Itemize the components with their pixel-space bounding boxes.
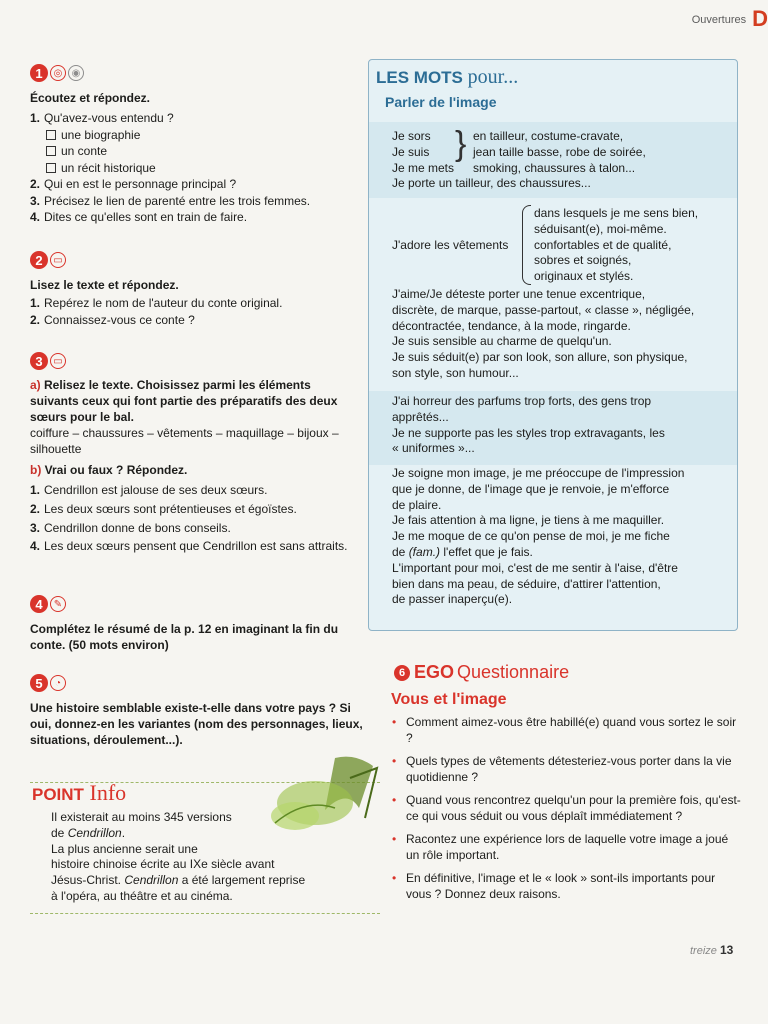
list-item: • Quand vous rencontrez quelqu'un pour la première fois, qu'est-ce qui vous séduit ou vous déplaît immédiatement ? [392,792,742,824]
exercise-5 [30,672,365,748]
exercise-number: 5 [30,674,48,692]
ego-title: 6 EGO Questionnaire [391,662,569,683]
list-item: 1. Cendrillon est jalouse de ses deux sœurs. [30,483,268,497]
point-info-text: Il existerait au moins 345 versions de Cendrillon. La plus ancienne serait une histoire chinoise écrite au IXe siècle avant Jésus-Christ. Cendrillon a été largement reprise à l'opéra, au théâtre et au cinéma. [51,810,306,903]
exercise-question-a: a) Relisez le texte. Choisissez parmi les éléments suivants ceux qui font partie des préparatifs des deux sœurs pour le bal. [30,378,338,424]
exercise-question: Une histoire semblable existe-t-elle dans votre pays ? Si oui, donnez-en les variantes (nom des personnages, lieux, situations, déroulement...). [30,701,363,747]
section-label: Ouvertures [691,14,747,26]
list-item: 1. Qu'avez-vous entendu ? [30,111,174,125]
section-title: Parler de l'image [385,94,497,110]
point-info-title: POINT Info [32,780,127,805]
exercise-number: 2 [30,251,48,269]
exercise-number: 1 [30,64,48,82]
exercise-3 [30,350,360,554]
exercise-2 [30,249,360,328]
exercise-number: 4 [30,595,48,613]
adore-label: J'adore les vêtements [392,238,509,252]
checkbox-icon [46,163,56,173]
verb-objects: en tailleur, costume-cravate, jean taille basse, robe de soirée, smoking, chaussures à talon... [473,129,646,175]
list-item: 2. Qui en est le personnage principal ? [30,177,237,191]
list-item: 2. Les deux sœurs sont prétentieuses et égoïstes. [30,502,297,516]
list-item: • En définitive, l'image et le « look » sont-ils importants pour vous ? Donnez deux raisons. [392,870,742,902]
list-item: • Racontez une expérience lors de laquelle votre image a joué un rôle important. [392,831,742,863]
brace-icon: } [455,125,467,163]
exercise-1 [30,62,360,226]
checkbox-icon [46,130,56,140]
choice-item: un récit historique [30,160,360,177]
page-header [692,6,768,32]
exercise-question: Lisez le texte et répondez. [30,278,179,292]
list-item: • Quels types de vêtements détesteriez-vous porter dans la vie quotidienne ? [392,753,742,785]
exercise-number: 6 [394,665,410,681]
list-item: 1. Repérez le nom de l'auteur du conte original. [30,296,283,310]
book-icon: ▭ [50,252,66,268]
les-mots-title: LES MOTS pour... [376,66,519,88]
list-item: 3. Précisez le lien de parenté entre les trois femmes. [30,193,311,208]
ego-questions [392,714,742,909]
list-item: 2. Connaissez-vous ce conte ? [30,312,195,327]
listen-icon: ◎ [50,65,66,81]
verb-group: Je sors Je suis Je me mets [392,129,455,175]
paragraph-3: Je soigne mon image, je me préoccupe de l'impression que je donne, de l'image que je renvoie, je m'efforce de plaire. Je fais attention à ma ligne, je tiens à me maquiller. Je me moque de ce qu'on pense de moi, je me fiche de (fam.) l'effet que je fais. L'important pour moi, c'est de me sentir à l'aise, d'être bien dans ma peau, de séduire, d'attirer l'attention, de passer inaperçu(e). [392,466,685,607]
unit-logo: D [752,6,768,31]
list-item: 3. Cendrillon donne de bons conseils. [30,521,231,535]
list-item: 4. Les deux sœurs pensent que Cendrillon est sans attraits. [30,539,348,553]
pen-icon: ✎ [50,596,66,612]
adore-items: dans lesquels je me sens bien, séduisant(e), moi-même. confortables et de qualité, sobres et soignés, originaux et stylés. [534,206,699,284]
list-item: • Comment aimez-vous être habillé(e) quand vous sortez le soir ? [392,714,742,746]
exercise-question: Écoutez et répondez. [30,91,151,105]
list-item: 4. Dites ce qu'elles sont en train de faire. [30,210,248,224]
line-porte: Je porte un tailleur, des chaussures... [392,176,591,190]
brace-icon [522,205,531,285]
paragraph-1: J'aime/Je déteste porter une tenue excentrique, discrète, de marque, passe-partout, « classe », négligée, décontractée, tendance, à la mode, ringarde. Je suis sensible au charme de quelqu'un. Je suis séduit(e) par son look, son allure, son physique, son style, son humour... [392,287,695,380]
checkbox-icon [46,146,56,156]
exercise-question-b: b) Vrai ou faux ? Répondez. [30,463,188,477]
audio-cd-icon: ◉ [68,65,84,81]
paragraph-2: J'ai horreur des parfums trop forts, des gens trop apprêtés... Je ne supporte pas les styles trop extravagants, les « uniformes »... [392,394,665,456]
speech-icon: ◔ [50,675,66,691]
book-icon: ▭ [50,353,66,369]
elements-list: coiffure – chaussures – vêtements – maquillage – bijoux – silhouette [30,426,339,456]
exercise-question: Complétez le résumé de la p. 12 en imaginant la fin du conte. (50 mots environ) [30,622,339,652]
choice-item: une biographie [30,127,360,144]
page-number: treize 13 [690,943,734,957]
exercise-4 [30,593,360,653]
section-title: Vous et l'image [391,691,507,708]
choice-item: un conte [30,143,360,160]
exercise-number: 3 [30,352,48,370]
